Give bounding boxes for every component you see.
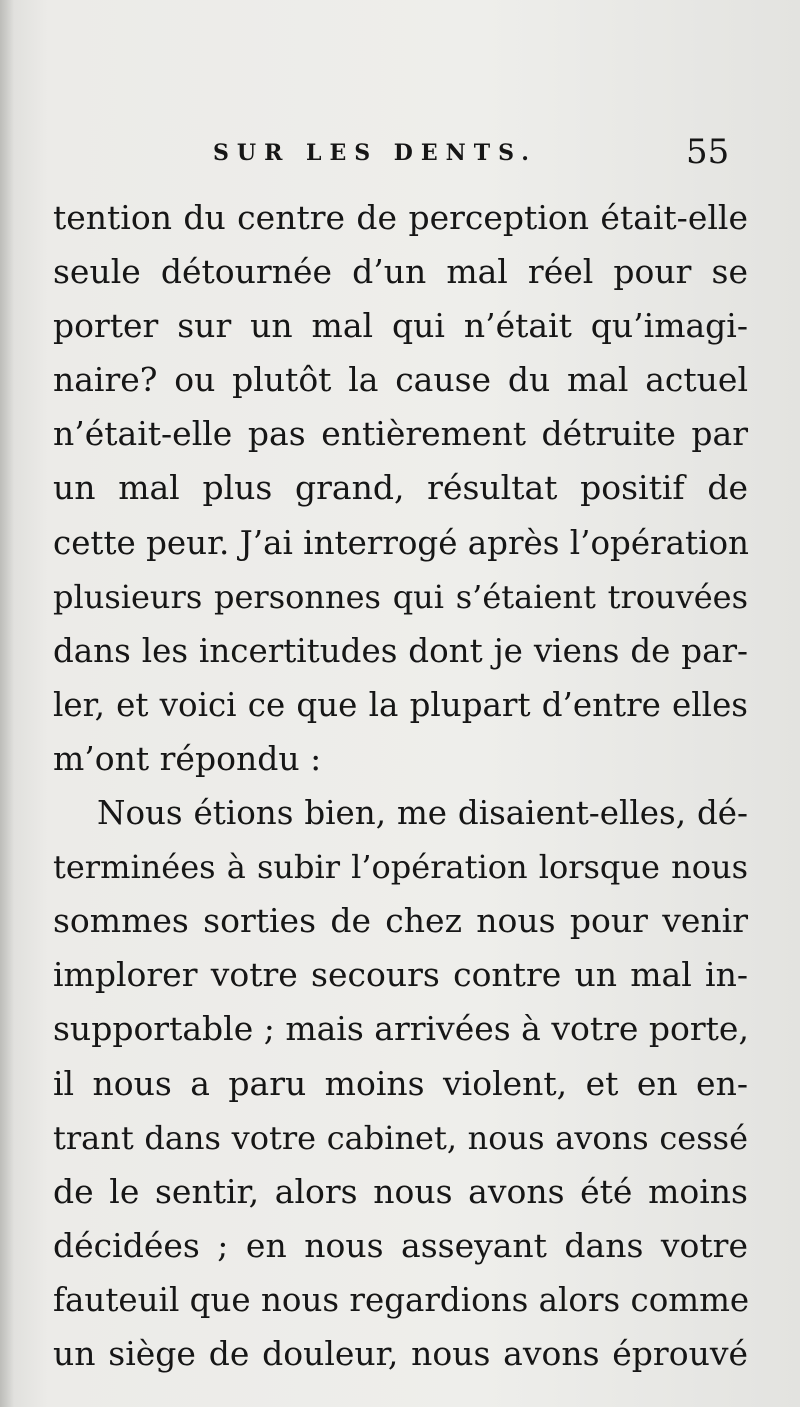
text-line: porter sur un mal qui n’était qu’imagi- <box>53 306 748 346</box>
text-line: un mal plus grand, résultat positif de <box>53 468 748 508</box>
text-line: tention du centre de perception était-elle <box>53 198 748 237</box>
body-text <box>53 191 748 1381</box>
text-line: fauteuil que nous regardions alors comme <box>53 1280 750 1319</box>
running-head-title: SUR LES DENTS. <box>213 140 537 166</box>
text-line: ler, et voici ce que la plupart d’entre elles <box>53 685 748 724</box>
text-line: sommes sorties de chez nous pour venir <box>53 901 748 941</box>
text-line: il nous a paru moins violent, et en en- <box>53 1063 748 1103</box>
text-line: naire? ou plutôt la cause du mal actuel <box>53 360 748 400</box>
text-line: un siège de douleur, nous avons éprouvé <box>53 1333 748 1373</box>
text-line: m’ont répondu : <box>53 738 322 778</box>
text-line: de le sentir, alors nous avons été moins <box>53 1171 748 1211</box>
text-line: décidées ; en nous asseyant dans votre <box>53 1225 748 1265</box>
text-line: n’était-elle pas entièrement détruite par <box>53 414 748 454</box>
text-line: dans les incertitudes dont je viens de par- <box>53 631 748 670</box>
running-head <box>0 132 800 182</box>
text-line: seule détournée d’un mal réel pour se <box>53 252 748 292</box>
text-line: terminées à subir l’opération lorsque nous <box>53 848 748 887</box>
text-line: trant dans votre cabinet, nous avons cessé <box>53 1118 748 1157</box>
text-line: implorer votre secours contre un mal in- <box>53 955 748 995</box>
text-line: supportable ; mais arrivées à votre porte, <box>53 1009 749 1049</box>
page-edge-shadow <box>0 0 14 1407</box>
page-number: 55 <box>686 132 730 172</box>
text-line: Nous étions bien, me disaient-elles, dé- <box>97 794 748 833</box>
text-line: cette peur. J’ai interrogé après l’opération <box>53 523 749 562</box>
text-line: plusieurs personnes qui s’étaient trouvées <box>53 577 748 616</box>
